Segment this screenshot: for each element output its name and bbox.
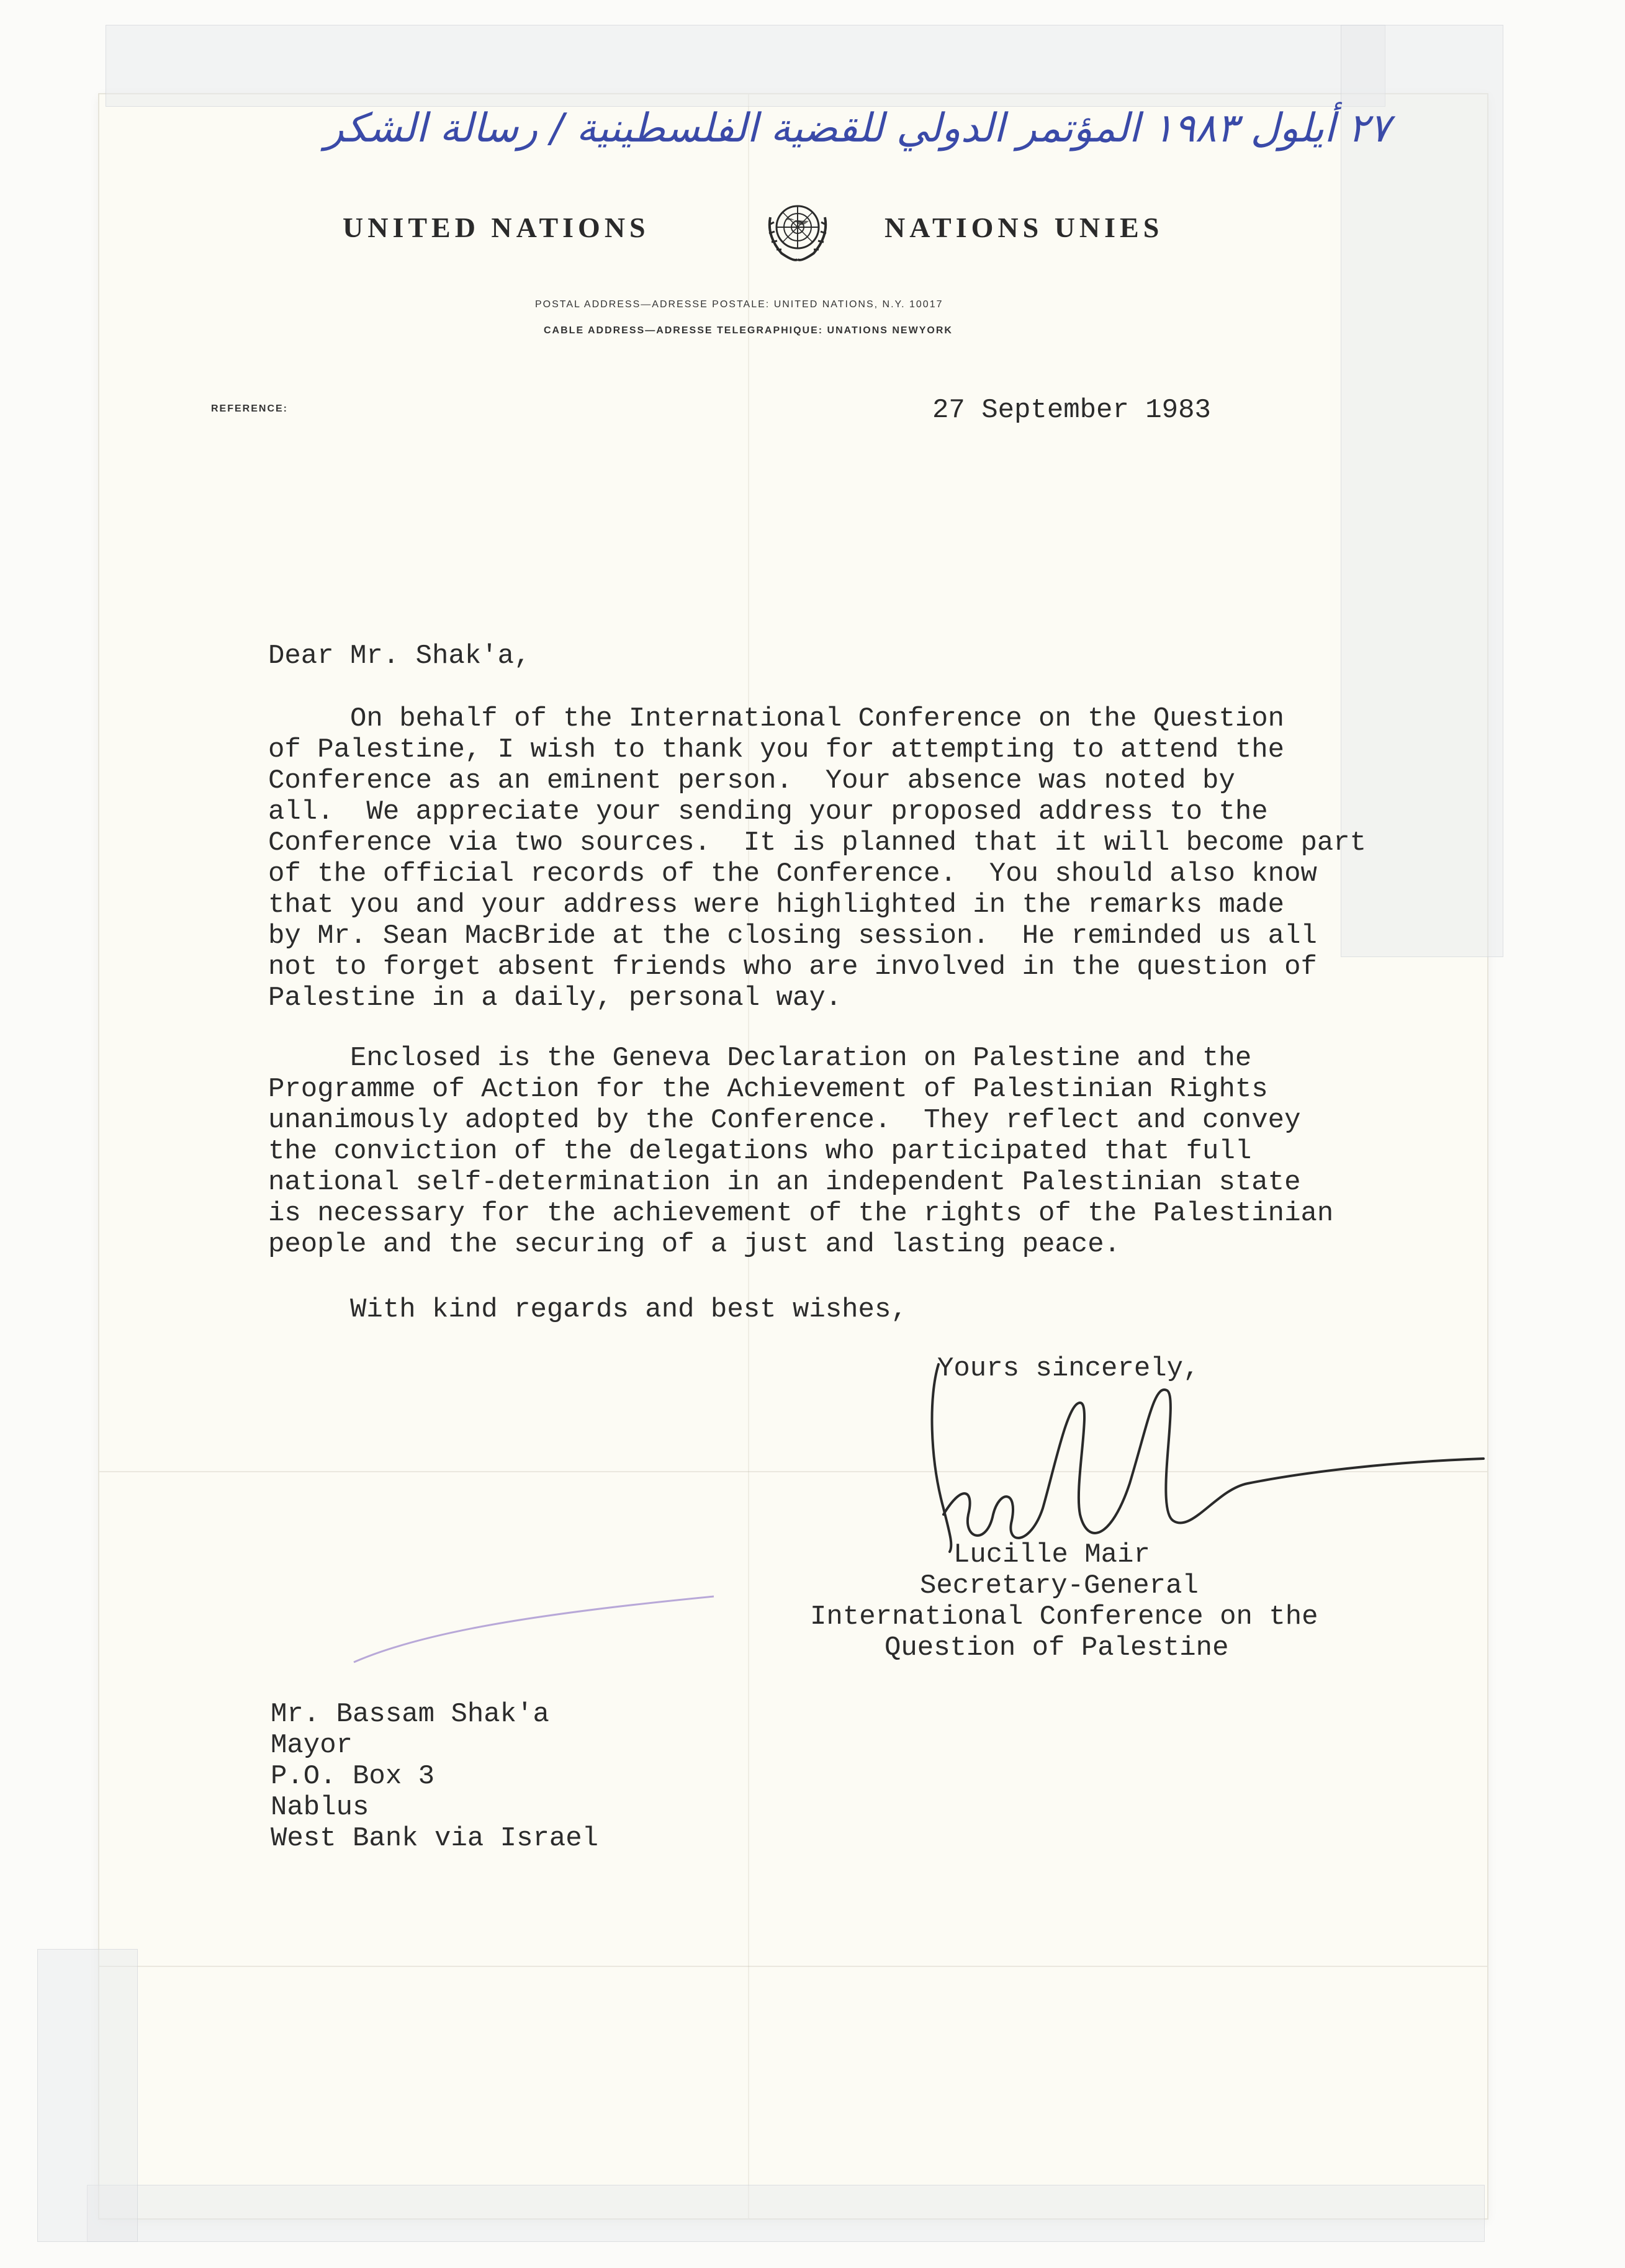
body-line: people and the securing of a just and lasting peace. [268, 1229, 1121, 1260]
handwritten-signature [925, 1359, 1496, 1564]
body-line: all. We appreciate your sending your proposed address to the [268, 796, 1268, 827]
body-line: unanimously adopted by the Conference. They reflect and convey [268, 1105, 1301, 1136]
signatory-title: Secretary-General [920, 1570, 1199, 1601]
letterhead-french: NATIONS UNIES [885, 212, 1164, 243]
letterhead-english: UNITED NATIONS [343, 212, 650, 243]
signature-block [953, 1539, 1150, 1570]
body-line: national self-determination in an independent Palestinian state [268, 1167, 1301, 1198]
closing-wish: With kind regards and best wishes, [268, 1294, 907, 1325]
postal-address: POSTAL ADDRESS—ADRESSE POSTALE: UNITED NATIONS, N.Y. 10017 [535, 299, 943, 310]
signatory-org-line2: Question of Palestine [885, 1632, 1229, 1663]
signatory-org-line1: International Conference on the [810, 1601, 1318, 1632]
cable-address: CABLE ADDRESS—ADRESSE TELEGRAPHIQUE: UNATIONS NEWYORK [544, 325, 953, 336]
body-line: Enclosed is the Geneva Declaration on Palestine and the [268, 1043, 1252, 1074]
salutation: Dear Mr. Shak'a, [268, 641, 531, 672]
body-line: On behalf of the International Conference on the Question [268, 703, 1285, 734]
body-line: Programme of Action for the Achievement of Palestinian Rights [268, 1074, 1268, 1105]
body-line: not to forget absent friends who are involved in the question of [268, 952, 1317, 983]
fold-line [99, 1966, 1487, 1967]
reference-label: REFERENCE: [211, 403, 289, 414]
tape-strip-top [106, 25, 1385, 107]
body-line: of Palestine, I wish to thank you for attempting to attend the [268, 734, 1285, 765]
letter-date: 27 September 1983 [932, 395, 1211, 426]
body-paragraph-2 [268, 1043, 1333, 1260]
body-line: that you and your address were highlighted in the remarks made [268, 889, 1285, 920]
body-line: by Mr. Sean MacBride at the closing session. He reminded us all [268, 920, 1317, 952]
handwritten-annotation: ٢٧ أيلول ١٩٨٣ المؤتمر الدولي للقضية الفلسطينية / رسالة الشكر [324, 106, 1390, 151]
complimentary-close: Yours sincerely, [937, 1353, 1200, 1384]
recipient-address [271, 1699, 598, 1854]
body-line: Palestine in a daily, personal way. [268, 983, 842, 1014]
body-line: of the official records of the Conference. You should also know [268, 858, 1317, 889]
recipient-city: Nablus [271, 1792, 369, 1823]
tape-strip-bottom [87, 2185, 1485, 2242]
body-paragraph-1 [268, 703, 1366, 1014]
recipient-name: Mr. Bassam Shak'a [271, 1699, 549, 1730]
body-line: is necessary for the achievement of the rights of the Palestinian [268, 1198, 1334, 1229]
body-line: Conference via two sources. It is planned that it will become part [268, 827, 1367, 858]
body-line: Conference as an eminent person. Your absence was noted by [268, 765, 1235, 796]
un-emblem-icon [760, 192, 835, 267]
signatory-name: Lucille Mair [953, 1539, 1150, 1570]
recipient-box: P.O. Box 3 [271, 1761, 435, 1792]
stray-pen-mark [348, 1589, 720, 1670]
body-line: the conviction of the delegations who participated that full [268, 1136, 1252, 1167]
tape-strip-left [37, 1949, 138, 2242]
recipient-region: West Bank via Israel [271, 1823, 599, 1854]
recipient-position: Mayor [271, 1730, 353, 1761]
